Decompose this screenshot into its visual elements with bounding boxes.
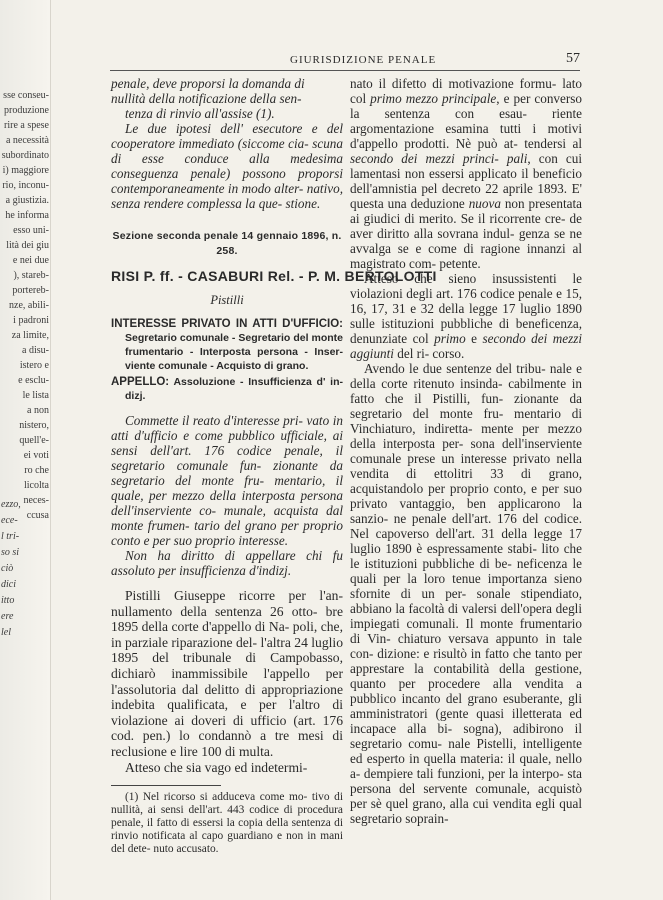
adjacent-page-line: ccusa bbox=[26, 510, 49, 521]
right-p1-italic-2: secondo dei mezzi princi- pali bbox=[350, 151, 528, 166]
adjacent-page-line: e nei due bbox=[12, 255, 49, 266]
adjacent-page-line: a non bbox=[27, 405, 49, 416]
section-heading: Sezione seconda penale 14 gennaio 1896, n. 258. bbox=[112, 230, 342, 257]
right-p1-text-d: non presentata ai giudici di merito. Se il ricorrente cre- de aver diritto alla sovrana indul- genza se ne avvalga se e come di ragione innanzi al magistrato com- petente. bbox=[350, 196, 582, 271]
adjacent-page-line: nistero, bbox=[19, 420, 49, 431]
footnote: (1) Nel ricorso si adduceva come mo- tivo di nullità, ai sensi dell'art. 443 codice di procedura penale, il fatto di essersi la copia della sentenza di rinvio notificata al capo guardiano e non in mani del dete- nuto accusato. bbox=[111, 791, 343, 856]
right-column bbox=[350, 76, 582, 826]
right-p2-text-a: Atteso che sieno insussistenti le violazioni degli art. 176 codice penale e 15, 16, 17, 31 e 32 della legge 17 luglio 1890 sulle istituzioni pubbliche di beneficenza, denunziate col bbox=[350, 271, 582, 346]
right-p2-text-c: del ri- corso. bbox=[393, 346, 465, 361]
right-p1-text-a: nato il difetto di motivazione formu- lato col bbox=[350, 76, 582, 106]
adjacent-page-line: a giustizia. bbox=[5, 195, 49, 206]
adjacent-page-text-bottom bbox=[1, 497, 49, 641]
adjacent-page-line: so si bbox=[1, 547, 20, 558]
adjacent-page-line: ro che bbox=[24, 465, 49, 476]
adjacent-page-line: subordinato bbox=[1, 150, 49, 161]
maxim-heading-1-cap: INTERESSE PRIVATO IN ATTI D'UFFICIO: bbox=[111, 318, 343, 330]
right-p1-text-c: , con cui lamentasi non essersi applicato il beneficio dell'amnistia pel decreto 22 aprile 1893. E' questa una deduzione bbox=[350, 151, 582, 211]
adjacent-page-line: produzione bbox=[4, 105, 49, 116]
adjacent-page-line: za limite, bbox=[11, 330, 49, 341]
page-number: 57 bbox=[566, 51, 580, 66]
intro-line-2: nullità della notificazione della sen- bbox=[111, 91, 302, 106]
maxim-paragraph-2: Le due ipotesi dell' esecutore e del cooperatore immediato (siccome cia- scuna di esse conduce alla medesima conseguenza penale) possono proporsi contemporaneamente in modo alter- nativo, senza rendere complessa la que- stione. bbox=[111, 121, 343, 211]
maxim-heading-2-cap: APPELLO: bbox=[111, 376, 170, 388]
case-name: Pistilli bbox=[210, 293, 244, 307]
header-title: GIURISDIZIONE PENALE bbox=[290, 54, 437, 66]
right-p1-italic-1: primo mezzo principale bbox=[370, 91, 497, 106]
intro-line-1: penale, deve proporsi la domanda di bbox=[111, 76, 305, 91]
adjacent-page-line: a necessità bbox=[5, 135, 49, 146]
right-p1-text-b: , e per converso la sentenza con esau- riente argomentazione esamina tutti i motivi d'appello prodotti. Nè può at- tendersi al bbox=[350, 91, 582, 151]
adjacent-page-line: esso uni- bbox=[13, 225, 49, 236]
maxim-heading-2 bbox=[111, 375, 343, 403]
footnote-rule bbox=[111, 785, 221, 786]
right-paragraph-3: Avendo le due sentenze del tribu- nale e della corte ritenuto insinda- cabilmente in fatto che il Pistilli, fun- zionante da segretario del monte fru- mentario di Vinchiaturo, indiretta- mente per mezzo della interposta per- sona dell'inserviente comunale prese un interesse privato nella vendita di ettolitri 33 di grano, acquistandolo per proprio conto, e per suo privato vantaggio, ben applicarono la sanzio- ne penale dell'art. 176 del codice. Nel capoverso dell'art. 31 della legge 17 luglio 1890 è espressamente stabi- lito che le istituzioni pubbliche di be- neficenza le quali per la loro tenue importanza sieno sfornite di un per- sonale stipendiato, abbiano la facoltà di valersi dell'opera degli impiegati comunali. Il monte frumentario di Vin- chiaturo versava appunto in tale con- dizione: e risultò in fatto che tanto per apprestare la contabilità della gestione, quanto per procedere alla vendita a pubblico incanto del grano esuberante, gli amministratori (gente quasi illetterata ed incapace alla bi- sogna), adibirono il segretario comu- nale Pistelli, intelligente ed esperto in quella materia: il quale, nello a- dempiere tali funzioni, per la interpo- sta persona del servente comunale, acquistò per sè quel grano, alla cui vendita egli qual segretario soprain- bbox=[350, 361, 582, 826]
adjacent-page-line: l tri- bbox=[1, 531, 20, 542]
principle-2: Non ha diritto di appellare chi fu assoluto per insufficienza d'indizj. bbox=[111, 548, 343, 578]
adjacent-page-line: quell'e- bbox=[19, 435, 49, 446]
adjacent-page-line: i padroni bbox=[13, 315, 49, 326]
adjacent-page-line: le lista bbox=[22, 390, 49, 401]
adjacent-page-line: ei voti bbox=[23, 450, 49, 461]
right-p2-italic-1: primo bbox=[434, 331, 466, 346]
adjacent-page-line: ), stareb- bbox=[13, 270, 49, 281]
adjacent-page-line: e esclu- bbox=[18, 375, 49, 386]
adjacent-page-line: lità dei giu bbox=[6, 240, 49, 251]
adjacent-page-line: porterеb- bbox=[12, 285, 49, 296]
maxim-heading-2-text: Assoluzione - Insufficienza d' in- dizj. bbox=[125, 376, 343, 402]
adjacent-page-line: nze, abili- bbox=[9, 300, 49, 311]
maxim-heading-1-text: Segretario comunale - Segretario del monte frumentario - Interposta persona - Inser- viente comunale - Acquisto di grano. bbox=[125, 332, 343, 372]
right-paragraph-2 bbox=[350, 271, 582, 361]
adjacent-page-line: lel bbox=[1, 627, 11, 638]
adjacent-page-line: a disu- bbox=[22, 345, 49, 356]
body-paragraph-2: Atteso che sia vago ed indetermi- bbox=[125, 759, 308, 775]
running-header bbox=[110, 52, 580, 71]
principle-1: Commette il reato d'interesse pri- vato in atti d'ufficio e come pubblico ufficiale, ai sensi dell'art. 176 codice penale, il segretario comunale fun- zionante da segretario del monte fru- mentario, il quale, per mezzo della interposta persona dell'inserviente co- munale, acquista dal monte frumen- tario del grano per proprio conto e per suo proprio interesse. bbox=[111, 413, 343, 548]
right-p2-italic-2: secondo dei mezzi aggiunti bbox=[350, 331, 582, 361]
maxim-heading-1 bbox=[111, 317, 343, 373]
right-paragraph-1 bbox=[350, 76, 582, 271]
adjacent-page-line: rio, inconu- bbox=[2, 180, 49, 191]
court-parties: RISI P. ff. - CASABURI Rel. - P. M. BERTOLOTTI bbox=[111, 268, 437, 284]
adjacent-page-line: he informa bbox=[5, 210, 49, 221]
intro-line-3: tenza di rinvio all'assise (1). bbox=[125, 106, 275, 121]
adjacent-page-line: neces- bbox=[23, 495, 49, 506]
body-paragraph-1: Pistilli Giuseppe ricorre per l'an- nullamento della sentenza 26 otto- bre 1895 della corte d'appello di Na- poli, che, in parziale riparazione del- l'altra 24 luglio 1895 del tribunale di Campobasso, dichiarò inammissibile l'appello per l'assolutoria dal delitto di appropriazione indebita qualificata, e per l'altro di violazione ai doveri di ufficio (art. 176 cod. pen.) lo condannò a tre mesi di reclusione e lire 100 di multa. bbox=[111, 588, 343, 759]
adjacent-page-line: dici bbox=[1, 579, 16, 590]
right-p2-text-b: e bbox=[465, 331, 483, 346]
adjacent-page-text-top bbox=[1, 88, 49, 523]
adjacent-page-line: sse conseu- bbox=[3, 90, 49, 101]
adjacent-page-line: istero e bbox=[19, 360, 49, 371]
adjacent-page-line: ere bbox=[1, 611, 14, 622]
adjacent-page-line: licolta bbox=[24, 480, 49, 491]
adjacent-page-line: ciò bbox=[1, 563, 14, 574]
adjacent-page-line: ezzo, bbox=[1, 499, 21, 510]
adjacent-page-line: itto bbox=[1, 595, 15, 606]
right-p1-italic-3: nuova bbox=[468, 196, 501, 211]
adjacent-page-margin bbox=[0, 0, 51, 900]
adjacent-page-line: rire a spese bbox=[4, 120, 49, 131]
adjacent-page-line: i) maggiore bbox=[2, 165, 49, 176]
adjacent-page-line: ece- bbox=[1, 515, 18, 526]
